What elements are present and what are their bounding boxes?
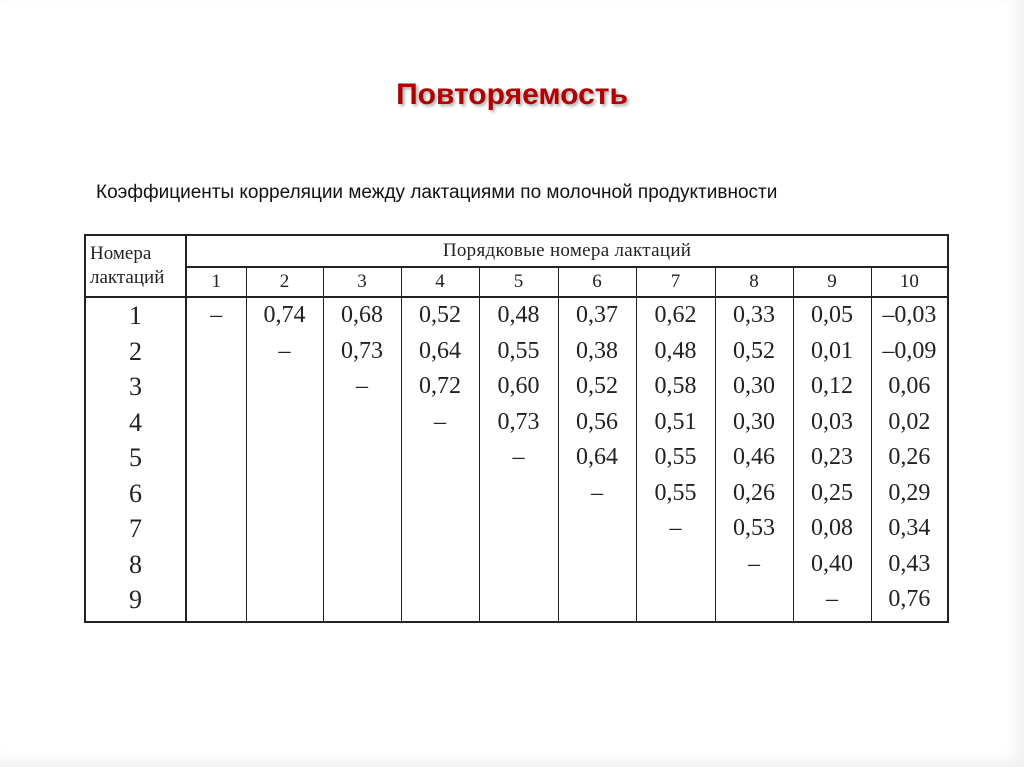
table-cell: [637, 582, 715, 618]
row-labels-column: [85, 297, 186, 622]
table-cell: 0,46: [733, 444, 775, 470]
table-cell: –0,03: [882, 302, 937, 328]
table-cell: 0,53: [733, 515, 775, 541]
table-cell: [559, 582, 636, 618]
table-cell: 0,02: [888, 408, 931, 435]
table-cell: –: [278, 337, 291, 364]
table-cell: 0,01: [811, 337, 853, 364]
table-cell: 0,52: [419, 302, 461, 328]
table-caption: Коэффициенты корреляции между лактациями по молочной продуктивности: [96, 182, 778, 203]
table-cell: 0,23: [811, 444, 853, 470]
table-cell: 0,73: [341, 337, 383, 364]
table-cell: 0,03: [811, 408, 853, 435]
data-column-10: [871, 297, 948, 622]
table-cell: 0,34: [888, 515, 931, 541]
table-cell: [247, 369, 323, 405]
data-column-8: [715, 297, 793, 622]
table-cell: [324, 511, 401, 547]
table-cell: 0,68: [341, 302, 383, 328]
table-cell: 0,48: [497, 302, 540, 328]
table-cell: 0,62: [654, 302, 697, 328]
row-label-3: 3: [129, 372, 142, 401]
table-cell: 0,52: [733, 337, 775, 364]
row-header-line2: лактаций: [90, 267, 165, 288]
column-header-8: 8: [715, 267, 793, 297]
table-cell: –0,09: [882, 337, 937, 364]
table-cell: [402, 547, 479, 583]
table-cell: 0,33: [733, 302, 775, 328]
table-cell: [247, 582, 323, 618]
table-cell: –: [512, 444, 525, 470]
table-cell: [247, 511, 323, 547]
table-cell: [187, 511, 246, 547]
table-cell: 0,56: [576, 408, 618, 435]
table-cell: [637, 547, 715, 583]
table-cell: [247, 547, 323, 583]
row-label-6: 6: [129, 478, 142, 508]
table-cell: [402, 440, 479, 476]
data-column-9: [793, 297, 871, 622]
column-header-5: 5: [479, 267, 558, 297]
table-cell: [402, 582, 479, 618]
table-cell: 0,12: [811, 373, 853, 399]
column-header-2: 2: [246, 267, 323, 297]
table-cell: [402, 476, 479, 512]
table-cell: [187, 334, 246, 370]
table-cell: –: [210, 302, 223, 328]
table-cell: –: [748, 550, 760, 577]
data-column-4: [401, 297, 479, 622]
table-cell: 0,51: [654, 408, 697, 435]
table-cell: 0,38: [576, 337, 618, 364]
table-cell: –: [826, 586, 838, 612]
table-cell: 0,40: [811, 550, 853, 577]
table-cell: 0,29: [888, 479, 931, 506]
table-cell: 0,30: [733, 373, 775, 399]
table-cell: 0,74: [263, 302, 306, 328]
table-cell: [187, 440, 246, 476]
data-column-6: [558, 297, 636, 622]
table-cell: [480, 511, 558, 547]
column-group-header: Порядковые номера лактаций: [186, 235, 948, 267]
header-row-top: [85, 235, 948, 267]
table-cell: 0,48: [654, 337, 697, 364]
column-header-7: 7: [636, 267, 715, 297]
data-column-1: [186, 297, 246, 622]
table-cell: 0,55: [654, 479, 697, 506]
table-cell: [187, 547, 246, 583]
table-cell: [324, 405, 401, 441]
column-header-9: 9: [793, 267, 871, 297]
row-label-2: 2: [129, 336, 142, 366]
table-cell: 0,26: [733, 479, 775, 506]
table-cell: 0,73: [497, 408, 540, 435]
row-header-line1: Номера: [90, 243, 152, 264]
data-column-3: [323, 297, 401, 622]
row-label-9: 9: [129, 585, 142, 614]
table-cell: [187, 582, 246, 618]
row-label-8: 8: [129, 549, 142, 579]
column-header-10: 10: [871, 267, 948, 297]
table-cell: 0,72: [419, 373, 461, 399]
table-body-row: [85, 297, 948, 622]
table-cell: 0,55: [497, 337, 540, 364]
table-cell: –: [356, 373, 368, 399]
table-cell: [324, 547, 401, 583]
row-label-5: 5: [129, 443, 142, 472]
table-cell: [247, 405, 323, 441]
data-column-2: [246, 297, 323, 622]
page-title: Повторяемость: [396, 78, 628, 111]
column-header-6: 6: [558, 267, 636, 297]
data-column-5: [479, 297, 558, 622]
column-header-1: 1: [186, 267, 246, 297]
table-cell: 0,60: [497, 373, 540, 399]
header-row-numbers: [85, 267, 948, 297]
table-cell: [480, 547, 558, 583]
table-cell: [716, 582, 793, 618]
table-cell: 0,64: [419, 337, 461, 364]
row-label-1: 1: [129, 301, 142, 330]
table-cell: 0,64: [576, 444, 618, 470]
row-header-cell: [85, 235, 186, 297]
correlation-table: [84, 234, 949, 623]
table-cell: 0,30: [733, 408, 775, 435]
table-cell: 0,25: [811, 479, 853, 506]
table-cell: –: [591, 479, 603, 506]
table-cell: –: [669, 515, 682, 541]
table-cell: [187, 405, 246, 441]
table-cell: [247, 440, 323, 476]
table-cell: 0,43: [888, 550, 931, 577]
table-cell: 0,05: [811, 302, 853, 328]
table-cell: 0,26: [888, 444, 931, 470]
table-cell: [480, 582, 558, 618]
table-cell: 0,37: [576, 302, 618, 328]
table-cell: [559, 511, 636, 547]
table-cell: 0,08: [811, 515, 853, 541]
table-cell: [480, 476, 558, 512]
row-label-4: 4: [129, 407, 142, 437]
table-cell: 0,06: [888, 373, 931, 399]
row-label-7: 7: [129, 514, 142, 543]
column-header-3: 3: [323, 267, 401, 297]
table-cell: 0,76: [888, 586, 931, 612]
table-cell: [187, 369, 246, 405]
table-cell: [402, 511, 479, 547]
column-header-4: 4: [401, 267, 479, 297]
table-cell: –: [434, 408, 446, 435]
table-cell: [247, 476, 323, 512]
table-cell: [324, 440, 401, 476]
table-cell: [187, 476, 246, 512]
data-column-7: [636, 297, 715, 622]
table-cell: 0,55: [654, 444, 697, 470]
table-cell: [324, 476, 401, 512]
table-cell: [559, 547, 636, 583]
table-cell: [324, 582, 401, 618]
table-cell: 0,58: [654, 373, 697, 399]
table-cell: 0,52: [576, 373, 618, 399]
